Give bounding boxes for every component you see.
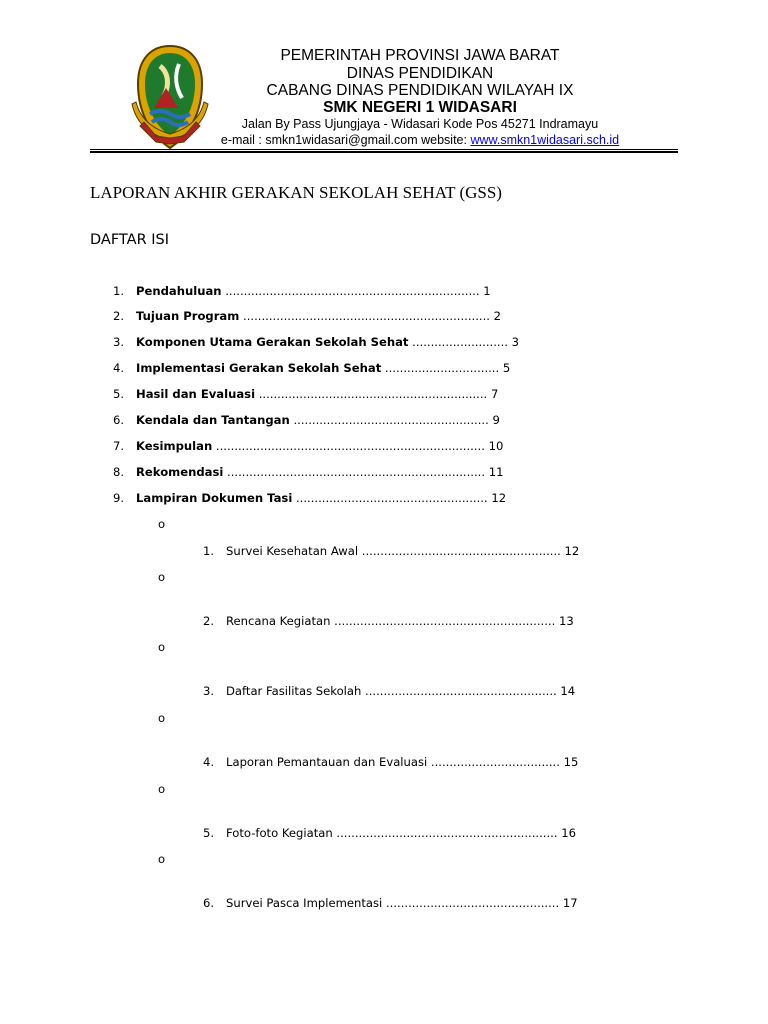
toc-title: Hasil dan Evaluasi: [136, 387, 256, 401]
appendix-title: Laporan Pemantauan dan Evaluasi: [226, 755, 428, 769]
list-bullet: o: [158, 852, 166, 866]
document-title: LAPORAN AKHIR GERAKAN SEKOLAH SEHAT (GSS): [90, 183, 502, 202]
toc-page: 5: [502, 361, 511, 375]
toc-page: 12: [491, 491, 507, 505]
appendix-leader: ...................................: [427, 755, 564, 769]
letterhead-rule-thick: [90, 151, 678, 153]
appendix-leader: ............................................................: [332, 826, 562, 840]
email-text: e-mail : smkn1widasari@gmail.com website:: [220, 133, 471, 147]
appendix-title: Rencana Kegiatan: [226, 614, 331, 628]
toc-number: 7.: [113, 439, 125, 453]
toc-heading: DAFTAR ISI: [90, 232, 170, 248]
appendix-title: Foto-foto Kegiatan: [226, 826, 333, 840]
appendix-number: 4.: [203, 755, 215, 769]
toc-leader: ...............................: [381, 361, 503, 375]
appendix-number: 3.: [203, 684, 215, 698]
toc-number: 1.: [113, 284, 125, 298]
appendix-number: 1.: [203, 544, 215, 558]
letterhead-line-1: PEMERINTAH PROVINSI JAWA BARAT: [280, 47, 560, 64]
appendix-number: 5.: [203, 826, 215, 840]
toc-title: Pendahuluan: [136, 284, 222, 298]
toc-leader: .....................................................: [289, 413, 493, 427]
toc-page: 3: [511, 335, 520, 349]
appendix-page: 15: [563, 755, 579, 769]
letterhead-rule-thin: [90, 149, 678, 150]
toc-page: 11: [488, 465, 504, 479]
list-bullet: o: [158, 782, 166, 796]
toc-number: 8.: [113, 465, 125, 479]
appendix-page: 17: [562, 896, 578, 910]
toc-leader: .....................................................................: [221, 284, 484, 298]
appendix-number: 2.: [203, 614, 215, 628]
appendix-title: Survei Kesehatan Awal: [226, 544, 359, 558]
appendix-page: 16: [561, 826, 576, 840]
school-name: SMK NEGERI 1 WIDASARI: [323, 99, 517, 116]
appendix-page: 12: [564, 544, 580, 558]
toc-leader: ..........................: [408, 335, 512, 349]
contact-line: [220, 133, 620, 148]
letterhead-line-2: DINAS PENDIDIKAN: [346, 65, 494, 82]
toc-leader: ...................................................................: [239, 309, 494, 323]
school-address: Jalan By Pass Ujungjaya - Widasari Kode Pos 45271 Indramayu: [241, 117, 599, 131]
toc-number: 9.: [113, 491, 125, 505]
toc-title: Implementasi Gerakan Sekolah Sehat: [136, 361, 382, 375]
toc-leader: ..............................................................: [255, 387, 491, 401]
toc-title: Komponen Utama Gerakan Sekolah Sehat: [136, 335, 409, 349]
toc-number: 5.: [113, 387, 125, 401]
website-link[interactable]: www.smkn1widasari.sch.id: [470, 133, 620, 147]
letterhead-line-3: CABANG DINAS PENDIDIKAN WILAYAH IX: [266, 82, 574, 99]
appendix-title: Daftar Fasilitas Sekolah: [226, 684, 362, 698]
toc-number: 3.: [113, 335, 125, 349]
west-java-emblem-logo: [130, 44, 210, 152]
list-bullet: o: [158, 640, 166, 654]
appendix-number: 6.: [203, 896, 215, 910]
appendix-leader: ....................................................: [361, 684, 561, 698]
toc-page: 9: [492, 413, 500, 427]
toc-title: Rekomendasi: [136, 465, 224, 479]
toc-leader: ....................................................: [292, 491, 492, 505]
list-bullet: o: [158, 517, 166, 531]
toc-number: 4.: [113, 361, 125, 375]
toc-page: 1: [483, 284, 491, 298]
appendix-page: 13: [558, 614, 574, 628]
appendix-page: 14: [560, 684, 576, 698]
toc-number: 6.: [113, 413, 125, 427]
toc-page: 10: [488, 439, 504, 453]
appendix-leader: ......................................................: [358, 544, 565, 558]
list-bullet: o: [158, 711, 166, 725]
toc-title: Kesimpulan: [136, 439, 213, 453]
toc-leader: ......................................................................: [223, 465, 489, 479]
list-bullet: o: [158, 570, 166, 584]
appendix-title: Survei Pasca Implementasi: [226, 896, 383, 910]
toc-title: Kendala dan Tantangan: [136, 413, 290, 427]
toc-title: Tujuan Program: [136, 309, 240, 323]
appendix-leader: ...............................................: [382, 896, 563, 910]
toc-leader: .........................................................................: [212, 439, 489, 453]
appendix-leader: ............................................................: [330, 614, 559, 628]
toc-number: 2.: [113, 309, 125, 323]
toc-page: 2: [493, 309, 502, 323]
toc-title: Lampiran Dokumen Tasi: [136, 491, 293, 505]
toc-page: 7: [490, 387, 499, 401]
